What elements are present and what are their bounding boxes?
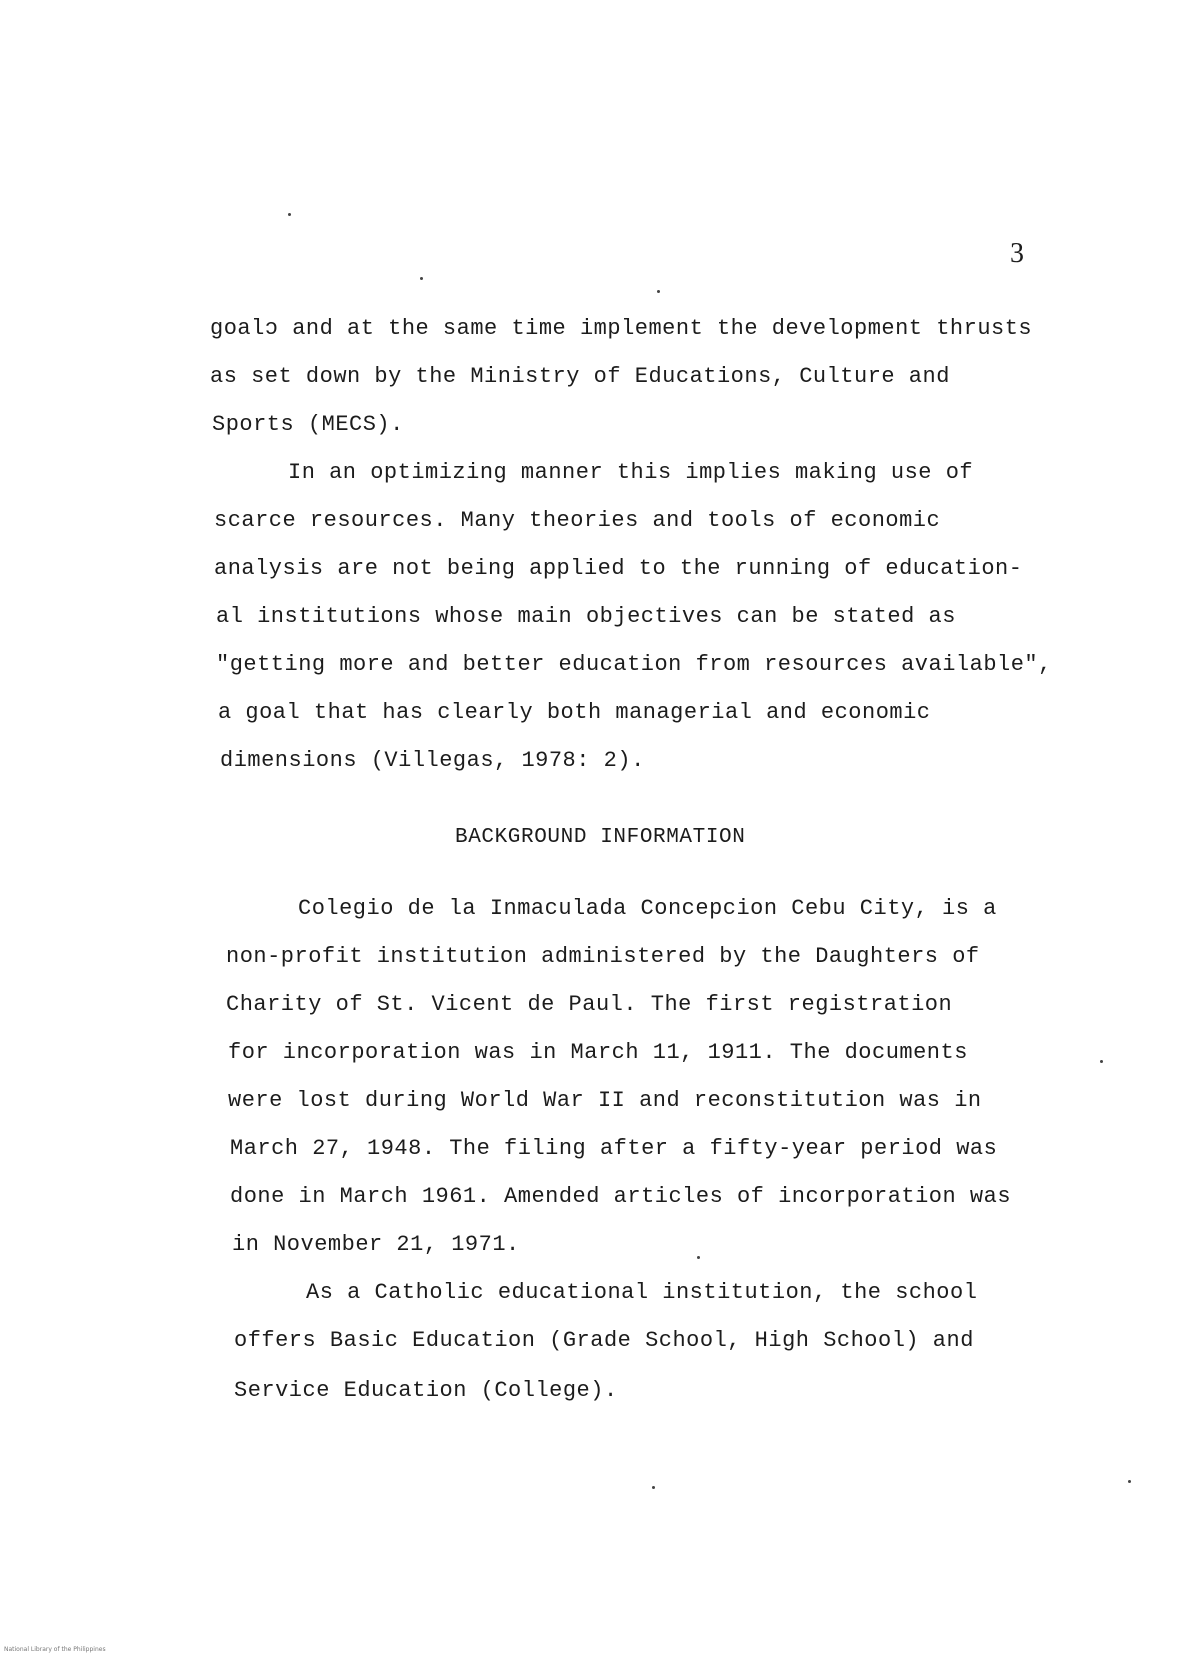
- text-line: a goal that has clearly both managerial and economic: [218, 700, 931, 725]
- scan-speck: [288, 213, 291, 216]
- scan-speck: [652, 1486, 655, 1489]
- text-line: non-profit institution administered by the Daughters of: [226, 944, 980, 969]
- scan-speck: [1100, 1060, 1103, 1063]
- text-line: analysis are not being applied to the running of education-: [214, 556, 1023, 581]
- footer-note: National Library of the Philippines: [4, 1646, 106, 1653]
- scan-speck: [1128, 1480, 1131, 1483]
- text-line: As a Catholic educational institution, the school: [306, 1280, 978, 1305]
- text-line: goalɔ and at the same time implement the development thrusts: [210, 316, 1033, 341]
- text-line: Sports (MECS).: [212, 412, 404, 437]
- text-line: Charity of St. Vicent de Paul. The first registration: [226, 992, 953, 1017]
- text-line: offers Basic Education (Grade School, High School) and: [234, 1328, 974, 1353]
- text-line: done in March 1961. Amended articles of incorporation was: [230, 1184, 1012, 1209]
- section-heading: BACKGROUND INFORMATION: [455, 826, 746, 849]
- text-line: In an optimizing manner this implies making use of: [288, 460, 974, 485]
- text-line: Colegio de la Inmaculada Concepcion Cebu City, is a: [298, 896, 997, 921]
- text-line: in November 21, 1971.: [232, 1232, 520, 1257]
- text-line: March 27, 1948. The filing after a fifty-year period was: [230, 1136, 998, 1161]
- text-line: for incorporation was in March 11, 1911. The documents: [228, 1040, 968, 1065]
- text-line: al institutions whose main objectives can be stated as: [216, 604, 956, 629]
- text-line: scarce resources. Many theories and tools of economic: [214, 508, 941, 533]
- text-line: as set down by the Ministry of Educations, Culture and: [210, 364, 950, 389]
- text-line: were lost during World War II and reconstitution was in: [228, 1088, 982, 1113]
- text-line: dimensions (Villegas, 1978: 2).: [220, 748, 645, 773]
- text-line: Service Education (College).: [234, 1378, 618, 1403]
- page-number: 3: [1010, 238, 1024, 269]
- scan-speck: [420, 277, 423, 280]
- text-line: "getting more and better education from resources available",: [216, 652, 1052, 677]
- scan-speck: [697, 1256, 700, 1259]
- scan-speck: [657, 290, 660, 293]
